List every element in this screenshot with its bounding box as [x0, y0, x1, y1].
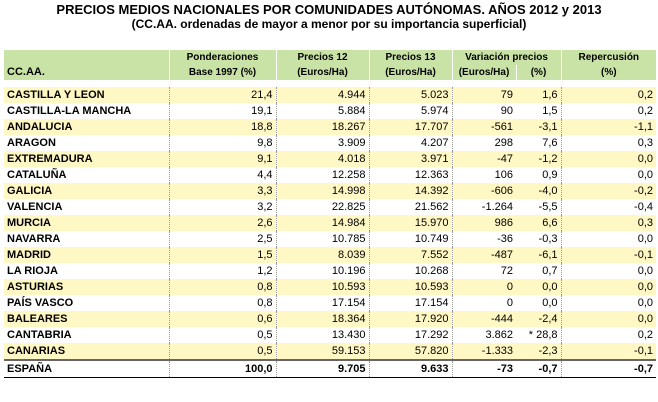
- header-var-1: Variación precios: [452, 50, 561, 65]
- value-cell-p12: 13.430: [276, 327, 369, 343]
- value-cell-pond: 2,6: [169, 215, 276, 231]
- value-cell-p13: 14.392: [369, 183, 452, 199]
- header-pond-2: Base 1997 (%): [169, 65, 276, 80]
- value-cell-var-pct: -2,3: [516, 343, 561, 360]
- value-cell-pond: 1,2: [169, 263, 276, 279]
- value-cell-p13: 15.970: [369, 215, 452, 231]
- region-name-cell: CANARIAS: [4, 343, 169, 360]
- value-cell-pond: 0,8: [169, 279, 276, 295]
- region-name-cell: CATALUÑA: [4, 167, 169, 183]
- value-cell-var-pct: -4,0: [516, 183, 561, 199]
- value-cell-p13: 5.023: [369, 87, 452, 103]
- value-cell-var-pct: 0,0: [516, 279, 561, 295]
- value-cell-var-eur: 986: [452, 215, 516, 231]
- value-cell-pond: 9,1: [169, 151, 276, 167]
- header-rep-1: Repercusión: [561, 50, 656, 65]
- value-cell-p12: 4.018: [276, 151, 369, 167]
- value-cell-p12: 5.884: [276, 103, 369, 119]
- region-name-cell: MADRID: [4, 247, 169, 263]
- value-cell-p12: 59.153: [276, 343, 369, 360]
- table-row: [4, 327, 656, 343]
- value-cell-p12: 3.909: [276, 135, 369, 151]
- table-row: [4, 151, 656, 167]
- value-cell-var-eur: -1.264: [452, 199, 516, 215]
- value-cell-var-eur: 106: [452, 167, 516, 183]
- region-name-cell: MURCIA: [4, 215, 169, 231]
- table-row: [4, 231, 656, 247]
- value-cell-var-eur: -561: [452, 119, 516, 135]
- table-row: [4, 311, 656, 327]
- header-p13-2: (Euros/Ha): [369, 65, 452, 80]
- table-row: [4, 343, 656, 360]
- value-cell-p12: 10.196: [276, 263, 369, 279]
- value-cell-var-eur: -36: [452, 231, 516, 247]
- table-row: [4, 87, 656, 103]
- total-cell-pond: 100,0: [169, 360, 276, 378]
- header-p12-1: Precios 12: [276, 50, 369, 65]
- value-cell-p13: 17.707: [369, 119, 452, 135]
- value-cell-var-pct: 0,7: [516, 263, 561, 279]
- region-name-cell: BALEARES: [4, 311, 169, 327]
- value-cell-pond: 0,5: [169, 327, 276, 343]
- page-title: PRECIOS MEDIOS NACIONALES POR COMUNIDADES AUTÓNOMAS. AÑOS 2012 y 2013: [56, 2, 602, 17]
- value-cell-pond: 0,5: [169, 343, 276, 360]
- value-cell-p13: 10.749: [369, 231, 452, 247]
- header-p12-2: (Euros/Ha): [276, 65, 369, 80]
- value-cell-p12: 8.039: [276, 247, 369, 263]
- value-cell-p12: 14.984: [276, 215, 369, 231]
- value-cell-rep: -0,1: [561, 247, 656, 263]
- value-cell-var-eur: -487: [452, 247, 516, 263]
- header-pond-1: Ponderaciones: [169, 50, 276, 65]
- value-cell-rep: 0,0: [561, 167, 656, 183]
- prices-table: [4, 50, 656, 378]
- value-cell-pond: 0,8: [169, 295, 276, 311]
- value-cell-pond: 1,5: [169, 247, 276, 263]
- value-cell-p13: 7.552: [369, 247, 452, 263]
- value-cell-rep: 0,3: [561, 135, 656, 151]
- value-cell-rep: 0,0: [561, 263, 656, 279]
- value-cell-var-eur: -606: [452, 183, 516, 199]
- value-cell-p13: 3.971: [369, 151, 452, 167]
- value-cell-var-pct: -1,2: [516, 151, 561, 167]
- total-cell-rep: -0,7: [561, 360, 656, 378]
- value-cell-rep: 0,0: [561, 231, 656, 247]
- region-name-cell: ARAGON: [4, 135, 169, 151]
- value-cell-p13: 10.268: [369, 263, 452, 279]
- table-row: [4, 279, 656, 295]
- value-cell-p13: 12.363: [369, 167, 452, 183]
- value-cell-var-eur: -1.333: [452, 343, 516, 360]
- region-name-cell: PAÍS VASCO: [4, 295, 169, 311]
- region-name-cell: VALENCIA: [4, 199, 169, 215]
- value-cell-pond: 9,8: [169, 135, 276, 151]
- table-row: [4, 247, 656, 263]
- value-cell-pond: 4,4: [169, 167, 276, 183]
- value-cell-p13: 57.820: [369, 343, 452, 360]
- value-cell-p12: 22.825: [276, 199, 369, 215]
- value-cell-var-eur: 72: [452, 263, 516, 279]
- value-cell-p13: 17.920: [369, 311, 452, 327]
- value-cell-p13: 21.562: [369, 199, 452, 215]
- value-cell-p12: 12.258: [276, 167, 369, 183]
- value-cell-pond: 3,2: [169, 199, 276, 215]
- value-cell-var-eur: 79: [452, 87, 516, 103]
- region-name-cell: CASTILLA Y LEON: [4, 87, 169, 103]
- total-cell-var-eur: -73: [452, 360, 516, 378]
- value-cell-var-pct: 6,6: [516, 215, 561, 231]
- total-label: ESPAÑA: [4, 360, 169, 378]
- value-cell-rep: -1,1: [561, 119, 656, 135]
- value-cell-p12: 10.593: [276, 279, 369, 295]
- total-cell-p13: 9.633: [369, 360, 452, 378]
- value-cell-rep: 0,0: [561, 295, 656, 311]
- table-row: [4, 183, 656, 199]
- value-cell-var-pct: 0,0: [516, 295, 561, 311]
- table-row: [4, 199, 656, 215]
- value-cell-rep: 0,3: [561, 215, 656, 231]
- region-name-cell: CANTABRIA: [4, 327, 169, 343]
- header-var-eur: (Euros/Ha): [452, 65, 516, 80]
- value-cell-p12: 4.944: [276, 87, 369, 103]
- value-cell-rep: 0,2: [561, 87, 656, 103]
- value-cell-var-eur: -444: [452, 311, 516, 327]
- table-row: [4, 167, 656, 183]
- value-cell-p12: 10.785: [276, 231, 369, 247]
- value-cell-p12: 17.154: [276, 295, 369, 311]
- region-name-cell: NAVARRA: [4, 231, 169, 247]
- value-cell-pond: 0,6: [169, 311, 276, 327]
- value-cell-p13: 17.154: [369, 295, 452, 311]
- value-cell-var-eur: 298: [452, 135, 516, 151]
- table-row: [4, 295, 656, 311]
- table-row: [4, 135, 656, 151]
- total-cell-var-pct: -0,7: [516, 360, 561, 378]
- value-cell-var-pct: -2,4: [516, 311, 561, 327]
- value-cell-rep: 0,0: [561, 279, 656, 295]
- value-cell-rep: 0,2: [561, 327, 656, 343]
- value-cell-rep: -0,1: [561, 343, 656, 360]
- value-cell-var-eur: 90: [452, 103, 516, 119]
- value-cell-rep: -0,2: [561, 183, 656, 199]
- header-spacer: [4, 80, 656, 87]
- value-cell-pond: 21,4: [169, 87, 276, 103]
- value-cell-var-eur: -47: [452, 151, 516, 167]
- total-row: [4, 360, 656, 378]
- value-cell-var-pct: 0,9: [516, 167, 561, 183]
- region-name-cell: EXTREMADURA: [4, 151, 169, 167]
- region-name-cell: CASTILLA-LA MANCHA: [4, 103, 169, 119]
- value-cell-p13: 5.974: [369, 103, 452, 119]
- value-cell-pond: 18,8: [169, 119, 276, 135]
- table-row: [4, 263, 656, 279]
- region-name-cell: GALICIA: [4, 183, 169, 199]
- header-p13-1: Precios 13: [369, 50, 452, 65]
- header-var-pct: (%): [516, 65, 561, 80]
- value-cell-rep: -0,4: [561, 199, 656, 215]
- value-cell-var-pct: 1,5: [516, 103, 561, 119]
- value-cell-var-pct: 7,6: [516, 135, 561, 151]
- value-cell-var-pct: -3,1: [516, 119, 561, 135]
- value-cell-var-pct: 1,6: [516, 87, 561, 103]
- value-cell-var-pct: -0,3: [516, 231, 561, 247]
- value-cell-rep: 0,0: [561, 151, 656, 167]
- value-cell-rep: 0,2: [561, 103, 656, 119]
- table-row: [4, 103, 656, 119]
- value-cell-pond: 19,1: [169, 103, 276, 119]
- value-cell-var-pct: * 28,8: [516, 327, 561, 343]
- value-cell-p12: 14.998: [276, 183, 369, 199]
- header-rep-2: (%): [561, 65, 656, 80]
- region-name-cell: ANDALUCIA: [4, 119, 169, 135]
- total-cell-p12: 9.705: [276, 360, 369, 378]
- region-name-cell: ASTURIAS: [4, 279, 169, 295]
- value-cell-var-eur: 3.862: [452, 327, 516, 343]
- value-cell-pond: 3,3: [169, 183, 276, 199]
- table-row: [4, 119, 656, 135]
- value-cell-pond: 2,5: [169, 231, 276, 247]
- header-row-1: [4, 50, 656, 65]
- value-cell-var-eur: 0: [452, 295, 516, 311]
- value-cell-p12: 18.364: [276, 311, 369, 327]
- header-ccaa: CC.AA.: [4, 50, 169, 80]
- table-row: [4, 215, 656, 231]
- value-cell-p13: 17.292: [369, 327, 452, 343]
- page-subtitle: (CC.AA. ordenadas de mayor a menor por su importancia superficial): [131, 17, 527, 31]
- value-cell-p12: 18.267: [276, 119, 369, 135]
- region-name-cell: LA RIOJA: [4, 263, 169, 279]
- value-cell-var-eur: 0: [452, 279, 516, 295]
- value-cell-rep: 0,0: [561, 311, 656, 327]
- value-cell-p13: 10.593: [369, 279, 452, 295]
- value-cell-var-pct: -5,5: [516, 199, 561, 215]
- value-cell-var-pct: -6,1: [516, 247, 561, 263]
- value-cell-p13: 4.207: [369, 135, 452, 151]
